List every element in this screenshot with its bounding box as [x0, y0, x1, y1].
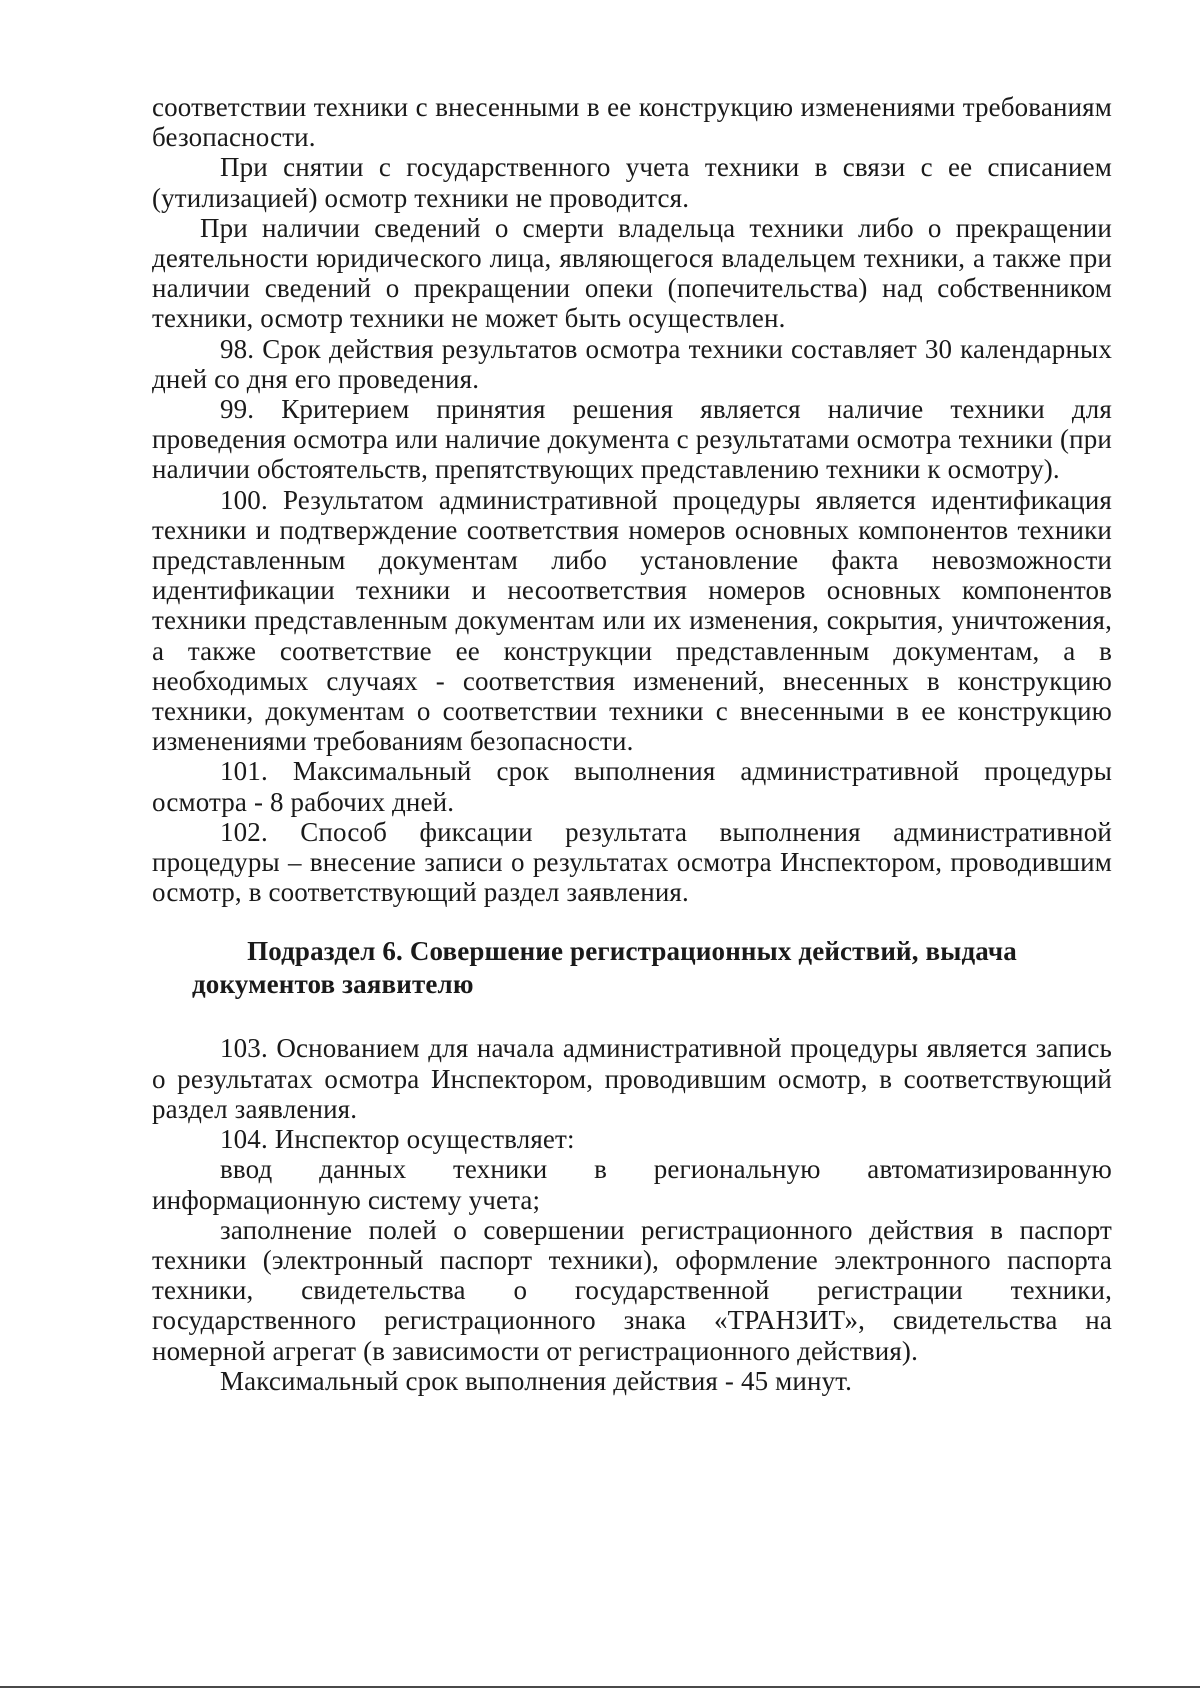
paragraph-fields-filling: заполнение полей о совершении регистрационного действия в паспорт техники (электронный паспорт техники), оформление электронного паспорта техники, свидетельства о государственной регистрации техники, государственного регистрационного знака «ТРАНЗИТ», свидетельства на номерной агрегат (в зависимости от регистрационного действия). — [152, 1214, 1112, 1366]
paragraph-owner-death: При наличии сведений о смерти владельца техники либо о прекращении деятельности юридического лица, являющегося владельцем техники, а также при наличии сведений о прекращении опеки (попечительства) над собственником техники, осмотр техники не может быть осуществлен. — [152, 212, 1112, 334]
paragraph-data-entry: ввод данных техники в региональную автоматизированную информационную систему учета; — [152, 1154, 1112, 1215]
paragraph-continuation: соответствии техники с внесенными в ее конструкцию изменениями требованиям безопасности. — [152, 92, 1112, 153]
paragraph-100: 100. Результатом административной процедуры является идентификация техники и подтверждение соответствия номеров основных компонентов техники представленным документам либо установление факта невозможности идентификации техники и несоответствия номеров основных компонентов техники представленным документам или их изменения, сокрытия, уничтожения, а также соответствие ее конструкции представленным документам, а в необходимых случаях - соответствия изменений, внесенных в конструкцию техники, документам о соответствии техники с внесенными в ее конструкцию изменениями требованиям безопасности. — [152, 484, 1112, 757]
paragraph-99: 99. Критерием принятия решения является наличие техники для проведения осмотра или наличие документа с результатами осмотра техники (при наличии обстоятельств, препятствующих представлению техники к осмотру). — [152, 394, 1112, 485]
section-heading: Подраздел 6. Совершение регистрационных действий, выдача документов заявителю — [192, 936, 1017, 1000]
paragraph-98: 98. Срок действия результатов осмотра техники составляет 30 календарных дней со дня его проведения. — [152, 333, 1112, 394]
paragraph-disposal: При снятии с государственного учета техники в связи с ее списанием (утилизацией) осмотр техники не проводится. — [152, 152, 1112, 213]
page-bottom-edge — [0, 1686, 1200, 1688]
paragraph-104: 104. Инспектор осуществляет: — [220, 1124, 575, 1155]
paragraph-max-time: Максимальный срок выполнения действия - 45 минут. — [220, 1365, 853, 1396]
paragraph-102: 102. Способ фиксации результата выполнения административной процедуры – внесение записи о результатах осмотра Инспектором, проводившим осмотр, в соответствующий раздел заявления. — [152, 816, 1112, 908]
document-page — [152, 92, 1112, 1396]
paragraph-101: 101. Максимальный срок выполнения административной процедуры осмотра - 8 рабочих дней. — [152, 756, 1112, 817]
paragraph-103: 103. Основанием для начала административной процедуры является запись о результатах осмотра Инспектором, проводившим осмотр, в соответствующий раздел заявления. — [152, 1033, 1112, 1124]
